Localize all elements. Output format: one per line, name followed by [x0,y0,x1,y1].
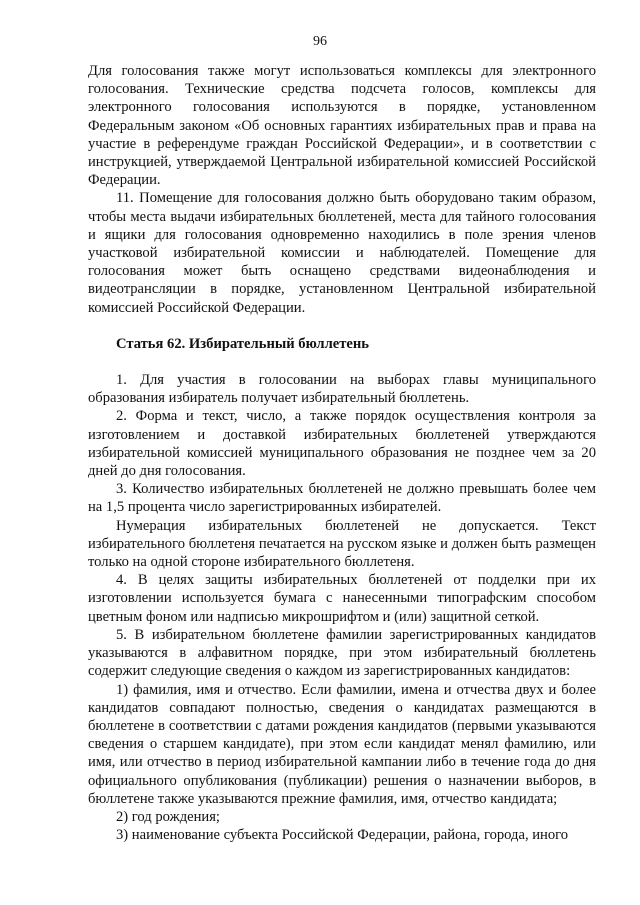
paragraph-item-1: 1. Для участия в голосовании на выборах главы муниципального образования избиратель получает избирательный бюллетень. [88,372,596,407]
paragraph: Для голосования также могут использоваться комплексы для электронного голосования. Технические средства подсчета голосов, комплексы для электронного голосования используются в порядке, установленном Федеральным законом «Об основных гарантиях избирательных прав и права на участие в референдуме граждан Российской Федерации», и в соответствии с инструкцией, утверждаемой Центральной избирательной комиссией Российской Федерации. [88,63,596,189]
paragraph-item-11: 11. Помещение для голосования должно быть оборудовано таким образом, чтобы места выдачи избирательных бюллетеней, места для тайного голосования и ящики для голосования одновременно находились в поле зрения членов участковой избирательной комиссии и наблюдателей. Помещение для голосования может быть оснащено средствами видеонаблюдения и видеотрансляции в порядке, установленном Центральной избирательной комиссией Российской Федерации. [88,190,596,316]
article-heading: Статья 62. Избирательный бюллетень [116,335,370,352]
subitem-3: 3) наименование субъекта Российской Федерации, района, города, иного [116,827,569,844]
subitem-2: 2) год рождения; [116,808,220,825]
paragraph-item-4: 4. В целях защиты избирательных бюллетеней от подделки при их изготовлении используется бумага с нанесенными типографским способом цветным фоном или надписью микрошрифтом и (или) защитной сеткой. [88,572,596,625]
subitem-1: 1) фамилия, имя и отчество. Если фамилии, имена и отчества двух и более кандидатов совпадают полностью, сведения о кандидатах размещаются в бюллетене в соответствии с датами рождения кандидатов (первыми указываются сведения о старшем кандидате), при этом если кандидат менял фамилию, или имя, или отчество в период избирательной кампании либо в течение года до дня официального опубликования (публикации) решения о назначении выборов, в бюллетене также указываются прежние фамилия, имя, отчество кандидата; [88,681,596,807]
paragraph-item-5: 5. В избирательном бюллетене фамилии зарегистрированных кандидатов указываются в алфавитном порядке, при этом избирательный бюллетень содержит следующие сведения о каждом из зарегистрированных кандидатов: [88,626,596,680]
page-number: 96 [313,34,327,49]
paragraph-numbering: Нумерация избирательных бюллетеней не допускается. Текст избирательного бюллетеня печатается на русском языке и должен быть размещен только на одной стороне избирательного бюллетеня. [88,517,596,571]
paragraph-item-2: 2. Форма и текст, число, а также порядок осуществления контроля за изготовлением и доставкой избирательных бюллетеней утверждаются избирательной комиссией муниципального образования не позднее чем за 20 дней до дня голосования. [88,408,596,480]
paragraph-item-3: 3. Количество избирательных бюллетеней не должно превышать более чем на 1,5 процента число зарегистрированных избирателей. [88,481,596,516]
document-body [88,62,596,844]
